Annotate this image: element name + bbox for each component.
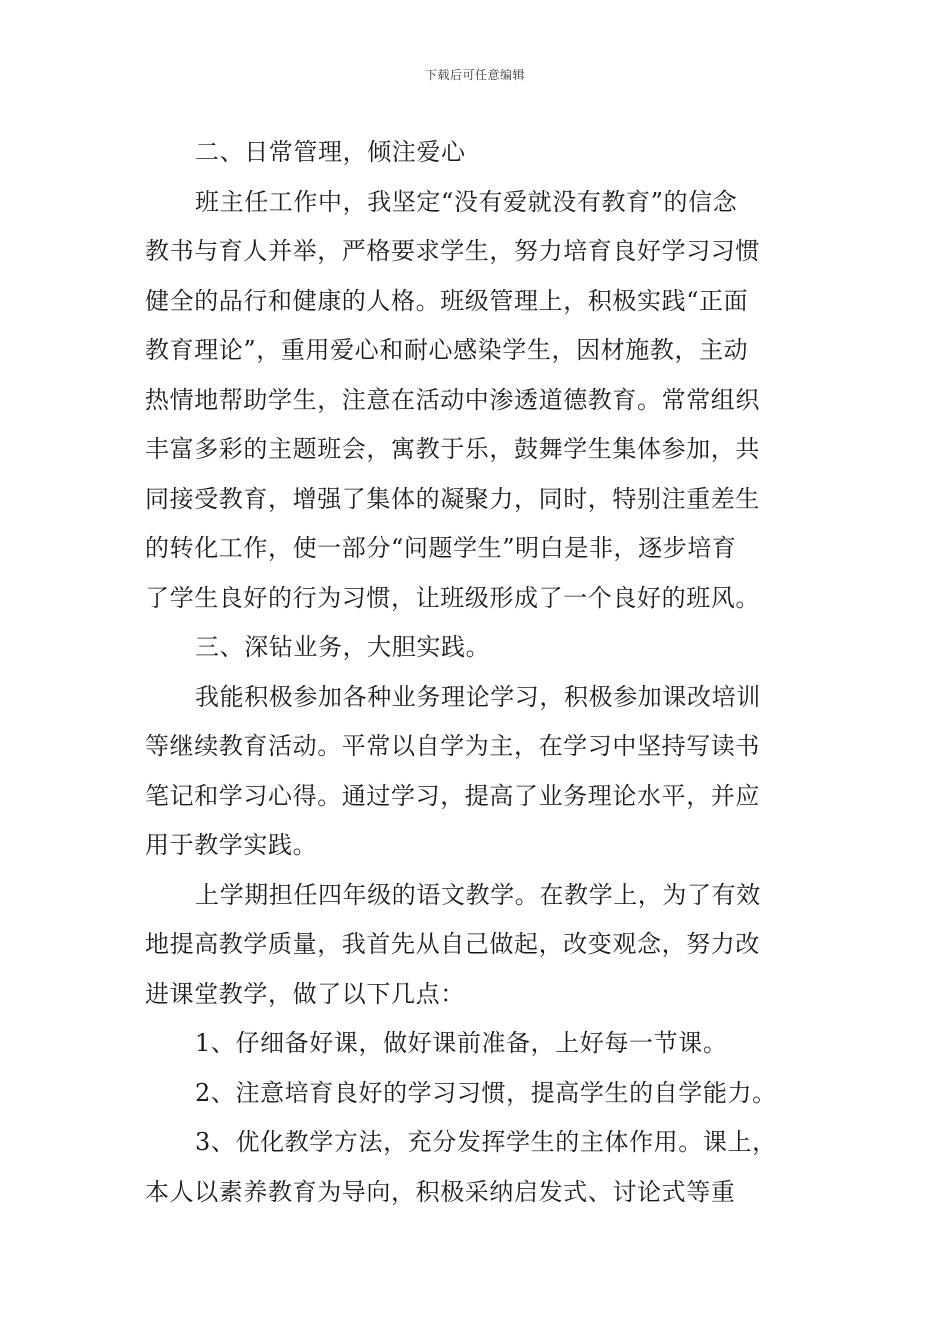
text-line: 上学期担任四年级的语文教学。在教学上，为了有效 [195,880,761,909]
text-line: 等继续教育活动。平常以自学为主，在学习中坚持写读书 [145,732,760,760]
text-line: 同接受教育，增强了集体的凝聚力，同时，特别注重差生 [145,484,760,513]
text-line: 热情地帮助学生，注意在活动中渗透道德教育。常常组织 [145,385,760,414]
page-header: 下载后可任意编辑 [424,68,525,82]
text-line: 了学生良好的行为习惯，让班级形成了一个良好的班风。 [145,583,760,612]
text-line: 笔记和学习心得。通过学习，提高了业务理论水平，并应 [145,781,760,810]
text-line: 用于教学实践。 [145,831,318,859]
text-line: 3、优化教学方法，充分发挥学生的主体作用。课上， [195,1128,777,1156]
text-line: 二、日常管理，倾注爱心 [195,138,466,166]
text-line: 丰富多彩的主题班会，寓教于乐，鼓舞学生集体参加，共 [145,435,760,463]
text-line: 2、注意培育良好的学习习惯，提高学生的自学能力。 [195,1078,777,1107]
text-line: 健全的品行和健康的人格。班级管理上，积极实践“正面 [145,286,749,315]
text-line: 班主任工作中，我坚定“没有爱就没有教育”的信念 [195,187,738,216]
text-line: 地提高教学质量，我首先从自己做起，改变观念，努力改 [145,930,760,958]
text-line: 进课堂教学，做了以下几点： [145,979,465,1008]
text-line: 我能积极参加各种业务理论学习，积极参加课改培训 [195,682,761,711]
text-line: 教书与育人并举，严格要求学生，努力培育良好学习习惯 [145,237,760,265]
text-line: 1、仔细备好课，做好课前准备，上好每一节课。 [195,1029,728,1057]
text-line: 的转化工作，使一部分“问题学生”明白是非，逐步培育 [145,534,737,562]
text-line: 本人以素养教育为导向，积极采纳启发式、讨论式等重 [145,1177,736,1206]
text-line: 教育理论”，重用爱心和耐心感染学生，因材施教，主动 [145,336,749,364]
body-text [145,128,810,1217]
text-line: 三、深钻业务，大胆实践。 [195,633,491,661]
